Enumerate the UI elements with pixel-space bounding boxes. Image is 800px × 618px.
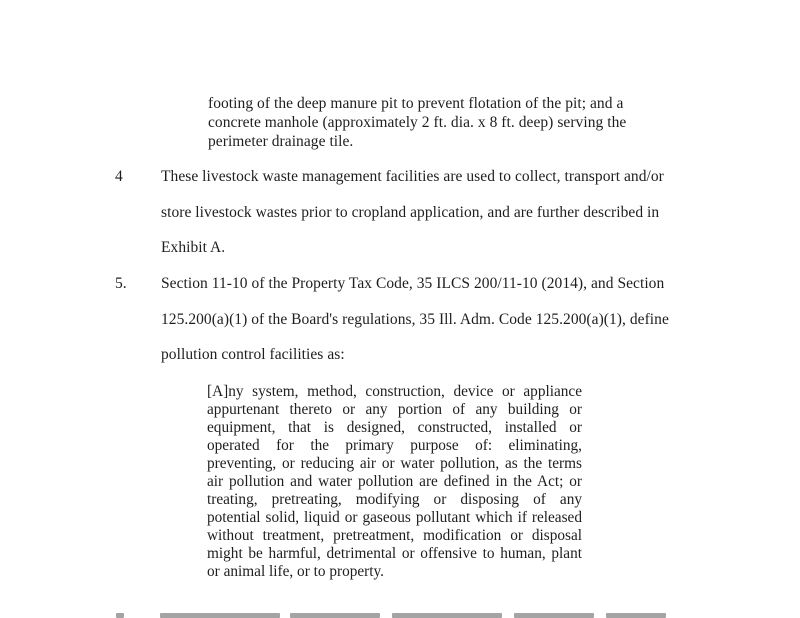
block-quote-line: potential solid, liquid or gaseous pollutant which if released xyxy=(207,509,582,526)
block-quote-line: preventing, or reducing air or water pollution, as the terms xyxy=(207,455,582,472)
block-quote-line: [A]ny system, method, construction, device or appliance xyxy=(207,383,582,400)
continued-block-line: perimeter drainage tile. xyxy=(208,133,354,150)
block-quote-line: or animal life, or to property. xyxy=(207,563,384,580)
continued-block-line: concrete manhole (approximately 2 ft. dia. x 8 ft. deep) serving the xyxy=(208,114,627,131)
paragraph-number: 5. xyxy=(115,275,127,292)
block-quote-line: might be harmful, detrimental or offensive to human, plant xyxy=(207,545,582,562)
paragraph-line: store livestock wastes prior to cropland application, and are further described in xyxy=(161,204,660,221)
paragraph-line: Exhibit A. xyxy=(161,239,226,256)
block-quote-line: equipment, that is designed, constructed, installed or xyxy=(207,419,582,436)
block-quote-line: appurtenant thereto or any portion of any building or xyxy=(207,401,582,418)
paragraph-line: pollution control facilities as: xyxy=(161,346,345,363)
paragraph-line: 125.200(a)(1) of the Board's regulations, 35 Ill. Adm. Code 125.200(a)(1), define xyxy=(161,311,669,328)
cut-off-text-fragment xyxy=(110,611,670,618)
block-quote-line: air pollution and water pollution are defined in the Act; or xyxy=(207,473,582,490)
block-quote-line: treating, pretreating, modifying or disposing of any xyxy=(207,491,582,508)
paragraph-line: Section 11-10 of the Property Tax Code, 35 ILCS 200/11-10 (2014), and Section xyxy=(161,275,665,292)
block-quote-line: operated for the primary purpose of: eliminating, xyxy=(207,437,582,454)
paragraph-line: These livestock waste management facilities are used to collect, transport and/or xyxy=(161,168,664,185)
continued-block-line: footing of the deep manure pit to prevent flotation of the pit; and a xyxy=(208,95,624,112)
paragraph-number: 4 xyxy=(115,168,123,185)
block-quote-line: without treatment, pretreatment, modification or disposal xyxy=(207,527,582,544)
